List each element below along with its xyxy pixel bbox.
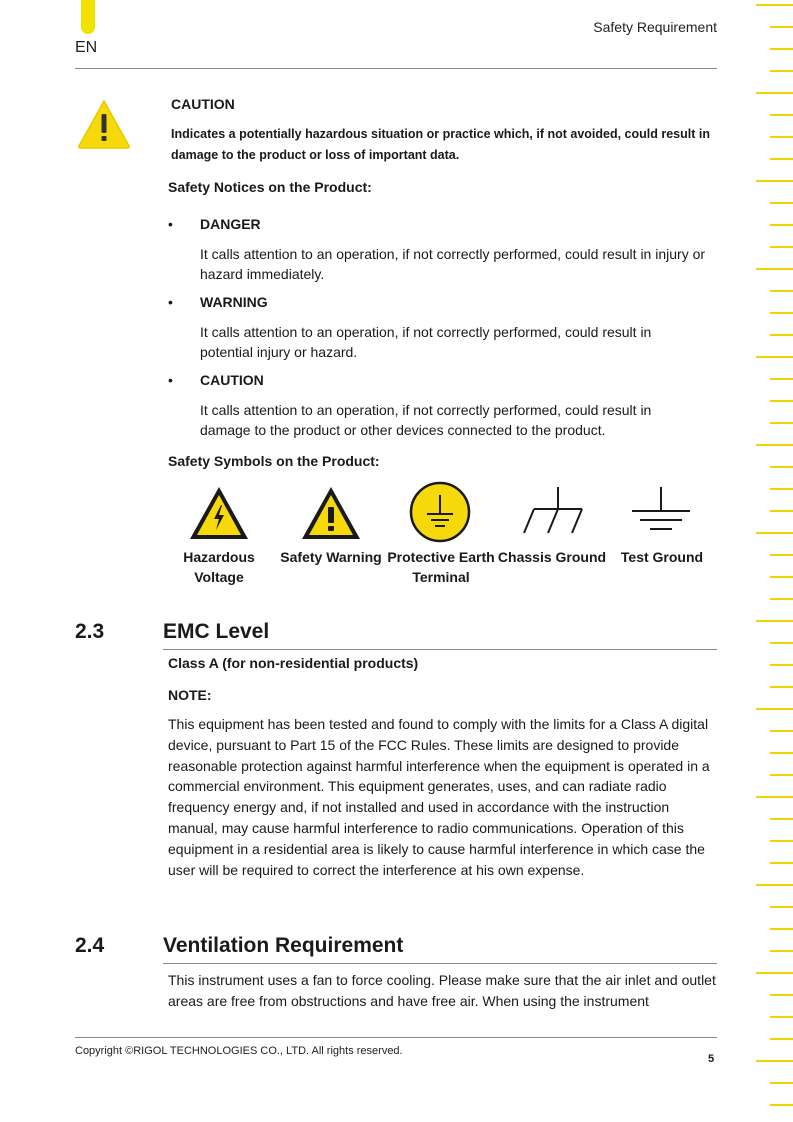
notice-title-warning: WARNING <box>200 294 268 310</box>
ruler-tick <box>770 950 793 952</box>
test-ground-icon <box>630 485 692 541</box>
caution-triangle-icon <box>76 98 132 150</box>
symbol-label-hazardous-voltage: Hazardous Voltage <box>183 549 255 585</box>
caution-title: CAUTION <box>171 96 235 112</box>
ruler-tick <box>756 180 793 182</box>
ruler-tick <box>770 422 793 424</box>
emc-subheading: Class A (for non-residential products) <box>168 655 419 671</box>
symbol-label-protective-earth: Protective Earth Terminal <box>387 549 495 585</box>
hazardous-voltage-icon <box>188 485 250 541</box>
ruler-tick <box>756 1060 793 1062</box>
ruler-tick <box>770 400 793 402</box>
ruler-tick <box>770 752 793 754</box>
ruler-tick <box>756 884 793 886</box>
ruler-tick <box>770 994 793 996</box>
symbol-label-safety-warning: Safety Warning <box>280 549 382 565</box>
ruler-tick <box>770 378 793 380</box>
ruler-tick <box>756 620 793 622</box>
ruler-tick <box>756 532 793 534</box>
caution-text: Indicates a potentially hazardous situation or practice which, if not avoided, could result in damage to the product or loss of important data. <box>171 127 710 162</box>
ruler-tick <box>770 488 793 490</box>
ruler-tick <box>770 312 793 314</box>
ruler-tick <box>770 466 793 468</box>
ruler-tick <box>770 114 793 116</box>
language-label: EN <box>75 39 98 56</box>
ruler-tick <box>770 136 793 138</box>
chassis-ground-icon <box>520 485 584 541</box>
emc-note-label: NOTE: <box>168 687 212 703</box>
ruler-tick <box>770 730 793 732</box>
emc-note-text: This equipment has been tested and found to comply with the limits for a Class A digital device, pursuant to Part 15 of the FCC Rules. These limits are designed to provide reasonable protection against harmful interference when the equipment is operated in a commercial environment. This equipment generates, uses, and can radiate radio frequency energy and, if not installed and used in accordance with the instruction manual, may cause harmful interference to radio communications. Operation of this equipment in a residential area is likely to cause harmful interference in which case the user will be required to correct the interference at his own expense. <box>168 716 710 878</box>
bullet: • <box>168 372 173 388</box>
ruler-tick <box>756 796 793 798</box>
ruler-tick <box>756 708 793 710</box>
ruler-tick <box>770 1038 793 1040</box>
footer-rule <box>75 1037 717 1038</box>
notice-text-warning: It calls attention to an operation, if not correctly performed, could result in potential injury or hazard. <box>200 324 652 360</box>
ruler-tick <box>770 686 793 688</box>
ventilation-text: This instrument uses a fan to force cooling. Please make sure that the air inlet and outlet areas are free from obstructions and have free air. When using the instrument <box>168 972 716 1009</box>
ruler-tick <box>770 158 793 160</box>
ruler-tick <box>770 290 793 292</box>
ruler-tick <box>770 510 793 512</box>
bullet: • <box>168 294 173 310</box>
ruler-tick <box>770 1104 793 1106</box>
ruler-tick <box>770 818 793 820</box>
section-title-ventilation: Ventilation Requirement <box>163 934 404 957</box>
ruler-tick <box>756 4 793 6</box>
notice-title-caution: CAUTION <box>200 372 264 388</box>
ruler-tick <box>770 1082 793 1084</box>
ruler-tick <box>770 862 793 864</box>
ruler-tick <box>770 26 793 28</box>
ruler-tick <box>770 1016 793 1018</box>
section-number: 2.4 <box>75 934 105 957</box>
ruler-tick <box>770 906 793 908</box>
notice-text-caution: It calls attention to an operation, if not correctly performed, could result in damage to the product or other devices connected to the product. <box>200 402 652 438</box>
ruler-tick <box>770 554 793 556</box>
symbols-heading: Safety Symbols on the Product: <box>168 453 380 469</box>
safety-warning-icon <box>300 485 362 541</box>
notices-heading: Safety Notices on the Product: <box>168 179 372 195</box>
notice-title-danger: DANGER <box>200 216 261 232</box>
section-title-emc: EMC Level <box>163 620 270 643</box>
bullet: • <box>168 216 173 232</box>
ruler-tick <box>770 840 793 842</box>
ruler-tick <box>770 48 793 50</box>
section-rule <box>163 649 717 650</box>
ruler-tick <box>770 70 793 72</box>
ruler-tick <box>756 356 793 358</box>
brand-tab <box>81 0 95 34</box>
page-number: 5 <box>708 1053 715 1065</box>
margin-ruler <box>750 0 793 1122</box>
protective-earth-icon <box>409 481 471 543</box>
symbol-label-test-ground: Test Ground <box>620 549 704 565</box>
ruler-tick <box>756 92 793 94</box>
ruler-tick <box>770 224 793 226</box>
ruler-tick <box>770 246 793 248</box>
symbol-label-chassis-ground: Chassis Ground <box>497 549 607 565</box>
header-rule <box>75 68 717 69</box>
footer-copyright: Copyright ©RIGOL TECHNOLOGIES CO., LTD. All rights reserved. <box>75 1045 403 1057</box>
ruler-tick <box>770 334 793 336</box>
ruler-tick <box>770 598 793 600</box>
notice-text-danger: It calls attention to an operation, if not correctly performed, could result in injury or hazard immediately. <box>200 246 706 282</box>
ruler-tick <box>770 576 793 578</box>
ruler-tick <box>756 444 793 446</box>
ruler-tick <box>770 202 793 204</box>
ruler-tick <box>756 972 793 974</box>
ruler-tick <box>770 774 793 776</box>
ruler-tick <box>770 928 793 930</box>
ruler-tick <box>770 664 793 666</box>
running-header-title: Safety Requirement <box>593 19 717 35</box>
section-number: 2.3 <box>75 620 105 643</box>
section-rule <box>163 963 717 964</box>
ruler-tick <box>770 642 793 644</box>
ruler-tick <box>756 268 793 270</box>
